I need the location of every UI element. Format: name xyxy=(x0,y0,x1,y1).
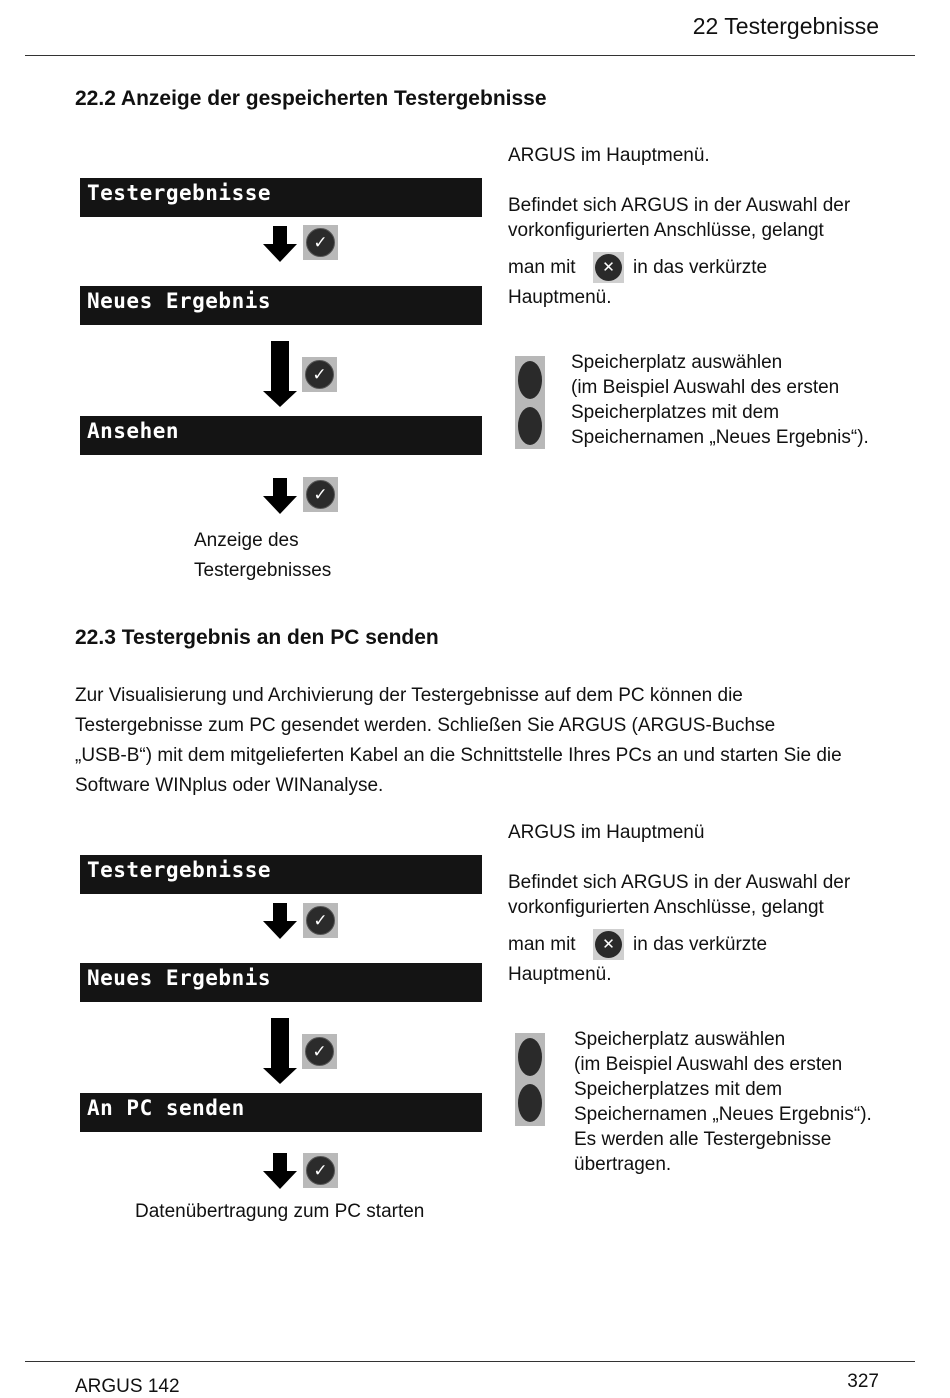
section-heading-22-3: 22.3 Testergebnis an den PC senden xyxy=(75,626,439,649)
lcd-an-pc-senden: An PC senden xyxy=(80,1093,482,1132)
lcd-testergebnisse: Testergebnisse xyxy=(80,178,482,217)
desc-man-mit: man mit xyxy=(508,934,576,955)
lcd-neues-ergebnis: Neues Ergebnis xyxy=(80,963,482,1002)
check-icon: ✓ xyxy=(303,903,338,938)
lcd-neues-ergebnis: Neues Ergebnis xyxy=(80,286,482,325)
x-icon: ✕ xyxy=(593,252,624,283)
lcd-ansehen: Ansehen xyxy=(80,416,482,455)
desc-line-1: Befindet sich ARGUS in der Auswahl der xyxy=(508,195,851,216)
section-heading-22-2: 22.2 Anzeige der gespeicherten Testergebnisse xyxy=(75,87,547,110)
check-icon: ✓ xyxy=(303,225,338,260)
header-rule xyxy=(25,55,915,56)
x-icon: ✕ xyxy=(593,929,624,960)
page-number: 327 xyxy=(847,1371,879,1392)
check-icon: ✓ xyxy=(303,1153,338,1188)
arrow-down-icon xyxy=(263,903,297,939)
arrow-down-icon xyxy=(263,226,297,262)
arrow-down-icon xyxy=(263,341,297,407)
memory-note: Speicherplatz auswählen (im Beispiel Auswahl des ersten Speicherplatzes mit dem Speichernamen „Neues Ergebnis“). Es werden alle Testergebnisse übertragen. xyxy=(574,1029,872,1175)
desc-after-icon: in das verkürzte xyxy=(633,257,768,278)
rocker-keys-icon xyxy=(515,356,545,449)
arrow-down-icon xyxy=(263,1153,297,1189)
result-label: Anzeige des Testergebnisses xyxy=(194,530,332,581)
desc-line-1: Befindet sich ARGUS in der Auswahl der xyxy=(508,872,851,893)
memory-note: Speicherplatz auswählen (im Beispiel Auswahl des ersten Speicherplatzes mit dem Speichernamen „Neues Ergebnis“). xyxy=(571,352,869,448)
desc-man-mit: man mit xyxy=(508,257,576,278)
intro-paragraph: Zur Visualisierung und Archivierung der Testergebnisse auf dem PC können die Testergebnisse zum PC gesendet werden. Schließen Sie ARGUS (ARGUS-Buchse „USB-B“) mit dem mitgelieferten Kabel an die Schnittstelle Ihres PCs an und starten Sie die Software WINplus oder WINanalyse. xyxy=(75,685,842,796)
desc-line-2: vorkonfigurierten Anschlüsse, gelangt xyxy=(508,220,824,241)
footer-product: ARGUS 142 xyxy=(75,1376,180,1397)
check-icon: ✓ xyxy=(302,357,337,392)
desc-line-2: vorkonfigurierten Anschlüsse, gelangt xyxy=(508,897,824,918)
main-menu-note: ARGUS im Hauptmenü xyxy=(508,822,705,843)
arrow-down-icon xyxy=(263,478,297,514)
desc-line-4: Hauptmenü. xyxy=(508,287,612,308)
desc-after-icon: in das verkürzte xyxy=(633,934,768,955)
desc-line-4: Hauptmenü. xyxy=(508,964,612,985)
footer-rule xyxy=(25,1361,915,1362)
main-menu-note: ARGUS im Hauptmenü. xyxy=(508,145,710,166)
check-icon: ✓ xyxy=(303,477,338,512)
check-icon: ✓ xyxy=(302,1034,337,1069)
chapter-title: 22 Testergebnisse xyxy=(692,13,879,39)
result-label: Datenübertragung zum PC starten xyxy=(135,1201,425,1222)
lcd-testergebnisse: Testergebnisse xyxy=(80,855,482,894)
arrow-down-icon xyxy=(263,1018,297,1084)
rocker-keys-icon xyxy=(515,1033,545,1126)
